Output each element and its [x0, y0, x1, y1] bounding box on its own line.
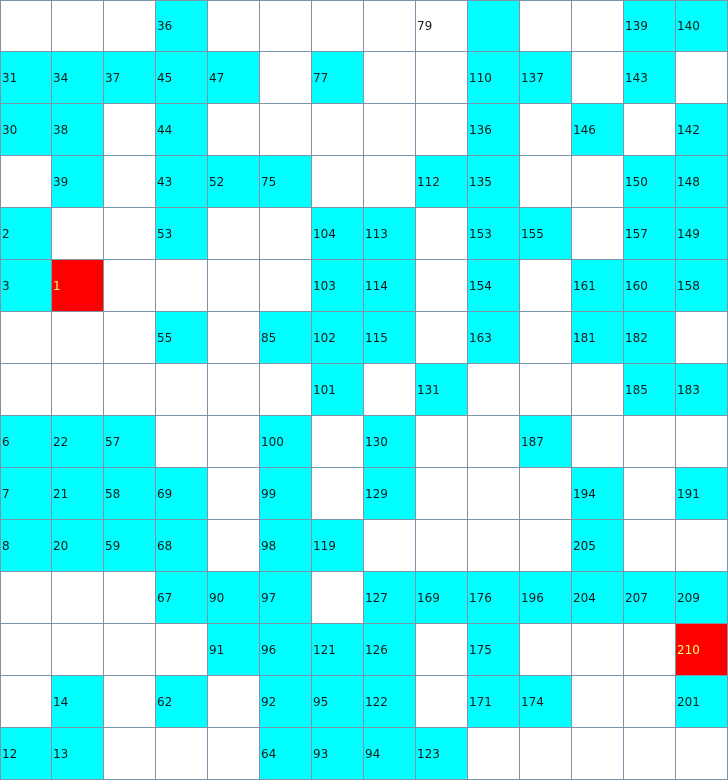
empty-cell[interactable]: [572, 728, 624, 780]
empty-cell[interactable]: [416, 416, 468, 468]
empty-cell[interactable]: [0, 312, 52, 364]
path-cell[interactable]: 136: [468, 104, 520, 156]
path-cell[interactable]: 135: [468, 156, 520, 208]
path-cell[interactable]: 39: [52, 156, 104, 208]
empty-cell[interactable]: [364, 52, 416, 104]
empty-cell[interactable]: [312, 156, 364, 208]
path-cell[interactable]: 122: [364, 676, 416, 728]
empty-cell[interactable]: [364, 520, 416, 572]
empty-cell[interactable]: [104, 624, 156, 676]
empty-cell[interactable]: [208, 0, 260, 52]
empty-cell[interactable]: [364, 0, 416, 52]
empty-cell[interactable]: [572, 416, 624, 468]
path-cell[interactable]: 44: [156, 104, 208, 156]
empty-cell[interactable]: [364, 156, 416, 208]
path-cell[interactable]: 160: [624, 260, 676, 312]
empty-cell[interactable]: [520, 468, 572, 520]
path-cell[interactable]: 157: [624, 208, 676, 260]
path-cell[interactable]: 6: [0, 416, 52, 468]
path-cell[interactable]: 171: [468, 676, 520, 728]
path-cell[interactable]: 114: [364, 260, 416, 312]
empty-cell[interactable]: [520, 260, 572, 312]
endpoint-cell[interactable]: 1: [52, 260, 104, 312]
path-cell[interactable]: 3: [0, 260, 52, 312]
path-cell[interactable]: 69: [156, 468, 208, 520]
path-cell[interactable]: 126: [364, 624, 416, 676]
empty-cell[interactable]: [104, 676, 156, 728]
empty-cell[interactable]: [624, 416, 676, 468]
empty-cell[interactable]: [416, 676, 468, 728]
path-cell[interactable]: 47: [208, 52, 260, 104]
empty-cell[interactable]: [156, 728, 208, 780]
empty-cell[interactable]: [624, 104, 676, 156]
path-cell[interactable]: 55: [156, 312, 208, 364]
path-cell[interactable]: 175: [468, 624, 520, 676]
empty-cell[interactable]: [260, 0, 312, 52]
empty-cell[interactable]: [0, 0, 52, 52]
empty-cell[interactable]: [624, 520, 676, 572]
path-cell[interactable]: 153: [468, 208, 520, 260]
path-cell[interactable]: 97: [260, 572, 312, 624]
empty-cell[interactable]: [312, 416, 364, 468]
empty-cell[interactable]: [364, 104, 416, 156]
empty-cell[interactable]: [156, 260, 208, 312]
path-cell[interactable]: 201: [676, 676, 728, 728]
path-cell[interactable]: 131: [416, 364, 468, 416]
empty-cell[interactable]: [52, 208, 104, 260]
path-cell[interactable]: 148: [676, 156, 728, 208]
path-cell[interactable]: 209: [676, 572, 728, 624]
empty-cell[interactable]: [572, 0, 624, 52]
empty-cell[interactable]: [104, 572, 156, 624]
path-cell[interactable]: 45: [156, 52, 208, 104]
path-cell[interactable]: 119: [312, 520, 364, 572]
path-cell[interactable]: 14: [52, 676, 104, 728]
path-cell[interactable]: 31: [0, 52, 52, 104]
path-cell[interactable]: 104: [312, 208, 364, 260]
empty-cell[interactable]: [52, 572, 104, 624]
path-cell[interactable]: 52: [208, 156, 260, 208]
empty-cell[interactable]: [572, 156, 624, 208]
empty-cell[interactable]: 79: [416, 0, 468, 52]
empty-cell[interactable]: [416, 624, 468, 676]
empty-cell[interactable]: [104, 0, 156, 52]
path-cell[interactable]: 91: [208, 624, 260, 676]
path-cell[interactable]: 30: [0, 104, 52, 156]
empty-cell[interactable]: [416, 312, 468, 364]
path-cell[interactable]: 20: [52, 520, 104, 572]
path-cell[interactable]: 115: [364, 312, 416, 364]
path-cell[interactable]: 183: [676, 364, 728, 416]
empty-cell[interactable]: [104, 364, 156, 416]
empty-cell[interactable]: [312, 104, 364, 156]
path-cell[interactable]: 62: [156, 676, 208, 728]
empty-cell[interactable]: [156, 364, 208, 416]
path-cell[interactable]: 13: [52, 728, 104, 780]
path-cell[interactable]: 7: [0, 468, 52, 520]
path-cell[interactable]: 90: [208, 572, 260, 624]
empty-cell[interactable]: [520, 624, 572, 676]
path-cell[interactable]: 101: [312, 364, 364, 416]
empty-cell[interactable]: [572, 624, 624, 676]
path-cell[interactable]: 43: [156, 156, 208, 208]
empty-cell[interactable]: [312, 0, 364, 52]
path-cell[interactable]: 99: [260, 468, 312, 520]
empty-cell[interactable]: [208, 104, 260, 156]
empty-cell[interactable]: [364, 364, 416, 416]
empty-cell[interactable]: [52, 624, 104, 676]
path-cell[interactable]: 204: [572, 572, 624, 624]
path-cell[interactable]: 182: [624, 312, 676, 364]
path-cell[interactable]: 37: [104, 52, 156, 104]
path-cell[interactable]: 123: [416, 728, 468, 780]
path-cell[interactable]: 53: [156, 208, 208, 260]
path-cell[interactable]: 143: [624, 52, 676, 104]
empty-cell[interactable]: [416, 468, 468, 520]
path-cell[interactable]: 176: [468, 572, 520, 624]
path-cell[interactable]: 93: [312, 728, 364, 780]
path-cell[interactable]: 191: [676, 468, 728, 520]
path-cell[interactable]: 34: [52, 52, 104, 104]
empty-cell[interactable]: [676, 416, 728, 468]
path-cell[interactable]: 8: [0, 520, 52, 572]
empty-cell[interactable]: [624, 676, 676, 728]
empty-cell[interactable]: [312, 572, 364, 624]
path-cell[interactable]: 142: [676, 104, 728, 156]
empty-cell[interactable]: [572, 676, 624, 728]
path-cell[interactable]: 149: [676, 208, 728, 260]
empty-cell[interactable]: [520, 0, 572, 52]
empty-cell[interactable]: [520, 104, 572, 156]
path-cell[interactable]: 158: [676, 260, 728, 312]
empty-cell[interactable]: [260, 364, 312, 416]
empty-cell[interactable]: [468, 728, 520, 780]
empty-cell[interactable]: [0, 572, 52, 624]
path-cell[interactable]: 187: [520, 416, 572, 468]
path-cell[interactable]: 77: [312, 52, 364, 104]
path-cell[interactable]: 161: [572, 260, 624, 312]
empty-cell[interactable]: [208, 364, 260, 416]
empty-cell[interactable]: [416, 260, 468, 312]
empty-cell[interactable]: [416, 104, 468, 156]
path-cell[interactable]: 21: [52, 468, 104, 520]
empty-cell[interactable]: [260, 260, 312, 312]
path-cell[interactable]: 95: [312, 676, 364, 728]
path-cell[interactable]: 194: [572, 468, 624, 520]
empty-cell[interactable]: [572, 364, 624, 416]
empty-cell[interactable]: [676, 312, 728, 364]
path-cell[interactable]: 57: [104, 416, 156, 468]
empty-cell[interactable]: [312, 468, 364, 520]
path-cell[interactable]: 121: [312, 624, 364, 676]
empty-cell[interactable]: [52, 312, 104, 364]
empty-cell[interactable]: [520, 728, 572, 780]
empty-cell[interactable]: [104, 312, 156, 364]
empty-cell[interactable]: [104, 156, 156, 208]
empty-cell[interactable]: [468, 416, 520, 468]
empty-cell[interactable]: [416, 208, 468, 260]
path-cell[interactable]: 2: [0, 208, 52, 260]
empty-cell[interactable]: [676, 520, 728, 572]
path-cell[interactable]: 169: [416, 572, 468, 624]
path-cell[interactable]: 112: [416, 156, 468, 208]
path-cell[interactable]: 163: [468, 312, 520, 364]
path-cell[interactable]: 96: [260, 624, 312, 676]
empty-cell[interactable]: [416, 52, 468, 104]
path-cell[interactable]: 36: [156, 0, 208, 52]
path-cell[interactable]: 68: [156, 520, 208, 572]
path-cell[interactable]: 129: [364, 468, 416, 520]
empty-cell[interactable]: [104, 260, 156, 312]
path-cell[interactable]: 196: [520, 572, 572, 624]
empty-cell[interactable]: [208, 260, 260, 312]
empty-cell[interactable]: [520, 520, 572, 572]
path-cell[interactable]: [468, 0, 520, 52]
empty-cell[interactable]: [260, 52, 312, 104]
empty-cell[interactable]: [0, 676, 52, 728]
path-cell[interactable]: 155: [520, 208, 572, 260]
empty-cell[interactable]: [520, 312, 572, 364]
empty-cell[interactable]: [104, 728, 156, 780]
path-cell[interactable]: 22: [52, 416, 104, 468]
path-cell[interactable]: 181: [572, 312, 624, 364]
empty-cell[interactable]: [260, 208, 312, 260]
empty-cell[interactable]: [676, 52, 728, 104]
empty-cell[interactable]: [624, 624, 676, 676]
path-cell[interactable]: 154: [468, 260, 520, 312]
empty-cell[interactable]: [520, 156, 572, 208]
empty-cell[interactable]: [468, 520, 520, 572]
empty-cell[interactable]: [52, 364, 104, 416]
empty-cell[interactable]: [208, 416, 260, 468]
empty-cell[interactable]: [156, 416, 208, 468]
path-cell[interactable]: 59: [104, 520, 156, 572]
empty-cell[interactable]: [260, 104, 312, 156]
empty-cell[interactable]: [208, 312, 260, 364]
path-cell[interactable]: 139: [624, 0, 676, 52]
path-cell[interactable]: 103: [312, 260, 364, 312]
path-cell[interactable]: 94: [364, 728, 416, 780]
empty-cell[interactable]: [572, 208, 624, 260]
path-cell[interactable]: 150: [624, 156, 676, 208]
path-cell[interactable]: 205: [572, 520, 624, 572]
empty-cell[interactable]: [468, 364, 520, 416]
endpoint-cell[interactable]: 210: [676, 624, 728, 676]
empty-cell[interactable]: [0, 364, 52, 416]
path-cell[interactable]: 12: [0, 728, 52, 780]
path-cell[interactable]: 98: [260, 520, 312, 572]
path-cell[interactable]: 102: [312, 312, 364, 364]
empty-cell[interactable]: [208, 520, 260, 572]
empty-cell[interactable]: [468, 468, 520, 520]
path-cell[interactable]: 127: [364, 572, 416, 624]
path-cell[interactable]: 38: [52, 104, 104, 156]
path-cell[interactable]: 137: [520, 52, 572, 104]
path-cell[interactable]: 100: [260, 416, 312, 468]
empty-cell[interactable]: [208, 208, 260, 260]
empty-cell[interactable]: [208, 728, 260, 780]
empty-cell[interactable]: [156, 624, 208, 676]
path-cell[interactable]: 113: [364, 208, 416, 260]
path-cell[interactable]: 85: [260, 312, 312, 364]
path-cell[interactable]: 146: [572, 104, 624, 156]
empty-cell[interactable]: [104, 104, 156, 156]
path-cell[interactable]: 130: [364, 416, 416, 468]
empty-cell[interactable]: [208, 468, 260, 520]
empty-cell[interactable]: [0, 624, 52, 676]
path-cell[interactable]: 140: [676, 0, 728, 52]
path-cell[interactable]: 207: [624, 572, 676, 624]
path-cell[interactable]: 64: [260, 728, 312, 780]
path-cell[interactable]: 110: [468, 52, 520, 104]
path-cell[interactable]: 58: [104, 468, 156, 520]
path-cell[interactable]: 75: [260, 156, 312, 208]
path-cell[interactable]: 185: [624, 364, 676, 416]
path-cell[interactable]: 92: [260, 676, 312, 728]
empty-cell[interactable]: [520, 364, 572, 416]
empty-cell[interactable]: [416, 520, 468, 572]
empty-cell[interactable]: [52, 0, 104, 52]
empty-cell[interactable]: [676, 728, 728, 780]
path-cell[interactable]: 174: [520, 676, 572, 728]
empty-cell[interactable]: [572, 52, 624, 104]
empty-cell[interactable]: [104, 208, 156, 260]
empty-cell[interactable]: [208, 676, 260, 728]
empty-cell[interactable]: [624, 728, 676, 780]
path-cell[interactable]: 67: [156, 572, 208, 624]
empty-cell[interactable]: [624, 468, 676, 520]
empty-cell[interactable]: [0, 156, 52, 208]
